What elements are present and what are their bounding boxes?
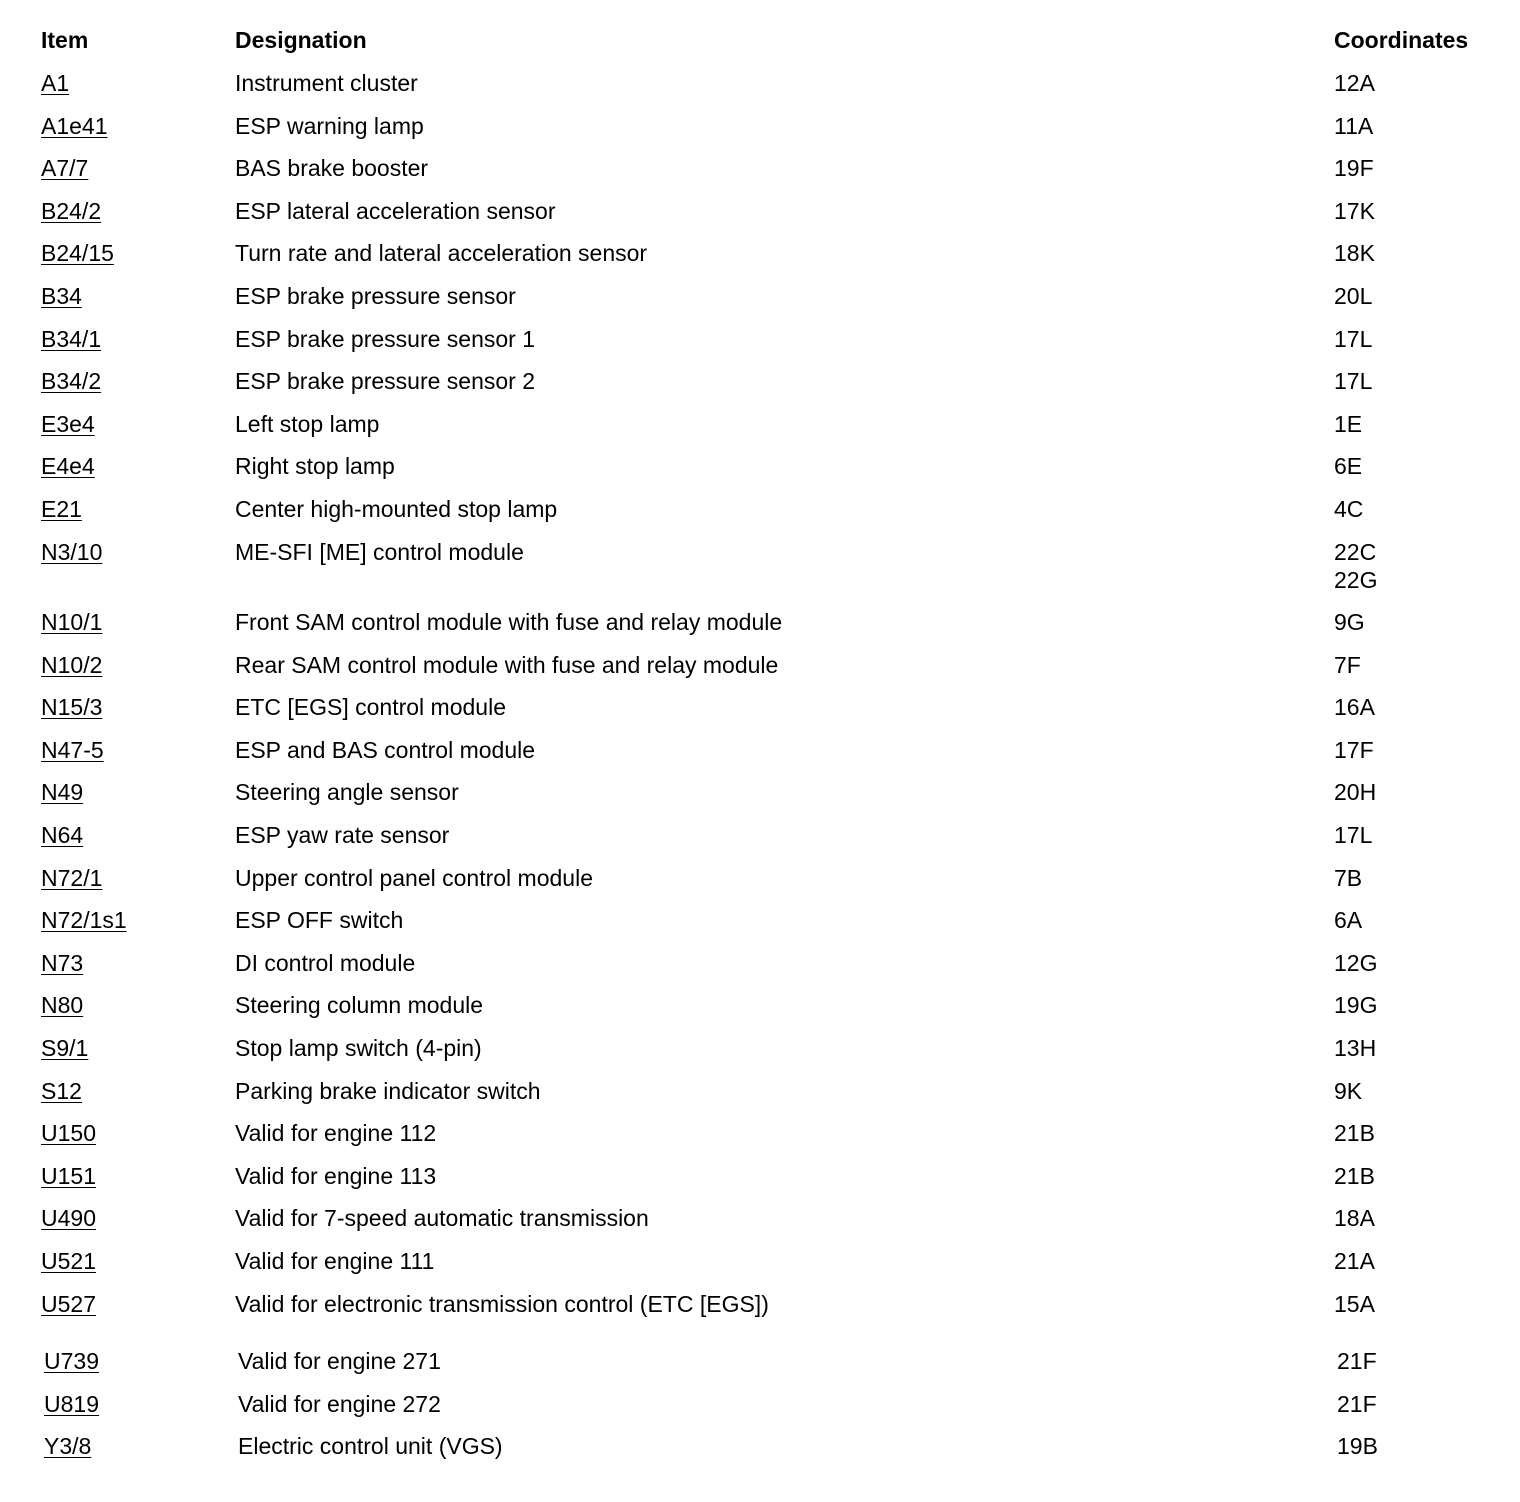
legend-table <box>0 69 1520 1475</box>
table-row <box>0 1204 1520 1247</box>
table-row <box>0 495 1520 538</box>
designation-text: Valid for engine 272 <box>238 1390 441 1417</box>
table-row <box>0 1390 1520 1433</box>
coordinates-cell <box>1334 1247 1375 1275</box>
designation-text: ETC [EGS] control module <box>235 694 506 721</box>
item-link[interactable]: U490 <box>41 1205 96 1232</box>
item-link[interactable]: U150 <box>41 1120 96 1147</box>
item-link[interactable]: S9/1 <box>41 1034 89 1061</box>
table-row <box>0 154 1520 197</box>
table-row <box>0 367 1520 410</box>
designation-text: Left stop lamp <box>235 410 380 437</box>
table-row <box>0 239 1520 282</box>
designation-text: Valid for electronic transmission control (ETC [EGS]) <box>235 1290 769 1317</box>
table-row <box>0 1247 1520 1290</box>
coordinates-cell <box>1334 197 1375 225</box>
coordinates-cell <box>1337 1432 1378 1460</box>
designation-text: ESP brake pressure sensor 2 <box>235 368 536 395</box>
coordinate-value: 22C <box>1334 538 1377 565</box>
coordinates-cell <box>1334 906 1362 934</box>
coordinate-value: 17L <box>1334 822 1373 848</box>
coordinates-cell <box>1334 282 1372 310</box>
table-row <box>0 452 1520 495</box>
designation-text: ESP OFF switch <box>235 907 404 934</box>
coordinate-value: 19B <box>1337 1433 1378 1460</box>
table-row <box>0 906 1520 949</box>
coordinates-cell <box>1334 112 1373 140</box>
item-link[interactable]: A1e41 <box>41 112 108 139</box>
item-link[interactable]: N73 <box>41 949 84 976</box>
table-row <box>0 410 1520 453</box>
item-link[interactable]: N72/1s1 <box>41 907 127 934</box>
item-link[interactable]: S12 <box>41 1077 82 1104</box>
coordinates-cell <box>1334 778 1376 806</box>
coordinate-value: 21B <box>1334 1120 1375 1147</box>
designation-text: Steering angle sensor <box>235 779 459 806</box>
coordinate-value: 19G <box>1334 992 1378 1019</box>
designation-text: Valid for engine 271 <box>238 1348 441 1375</box>
coordinate-value: 17L <box>1334 325 1373 352</box>
item-link[interactable]: A7/7 <box>41 155 89 182</box>
coordinates-cell <box>1334 1290 1375 1318</box>
item-link[interactable]: E21 <box>41 495 82 522</box>
header-designation: Designation <box>235 27 367 53</box>
designation-text: Turn rate and lateral acceleration sensor <box>235 240 648 267</box>
table-row <box>0 1347 1520 1390</box>
coordinates-cell <box>1334 410 1362 438</box>
coordinates-cell <box>1334 736 1374 764</box>
coordinates-cell <box>1337 1347 1377 1375</box>
designation-text: DI control module <box>235 949 416 976</box>
coordinate-value: 7F <box>1334 651 1361 678</box>
coordinate-value: 17F <box>1334 736 1374 763</box>
designation-text: Parking brake indicator switch <box>235 1077 541 1104</box>
table-row <box>0 1034 1520 1077</box>
item-link[interactable]: U521 <box>41 1247 96 1274</box>
coordinate-value: 16A <box>1334 694 1375 721</box>
table-row <box>0 693 1520 736</box>
table-row <box>0 112 1520 155</box>
coordinates-cell <box>1334 949 1377 977</box>
header-item: Item <box>41 27 89 53</box>
coordinates-cell <box>1334 367 1372 395</box>
designation-text: Steering column module <box>235 992 484 1019</box>
designation-text: Valid for 7-speed automatic transmission <box>235 1205 649 1232</box>
item-link[interactable]: B34 <box>41 282 82 309</box>
coordinate-value: 17L <box>1334 368 1373 395</box>
coordinate-value: 19F <box>1334 155 1374 182</box>
table-row <box>0 821 1520 864</box>
designation-text: Stop lamp switch (4-pin) <box>235 1034 482 1061</box>
table-row <box>0 538 1520 609</box>
item-link[interactable]: N10/1 <box>41 609 103 636</box>
table-row <box>0 1432 1520 1475</box>
item-link[interactable]: N47-5 <box>41 736 104 763</box>
table-row <box>0 736 1520 779</box>
table-row <box>0 608 1520 651</box>
designation-text: ESP and BAS control module <box>235 736 536 763</box>
designation-text: Electric control unit (VGS) <box>238 1433 503 1460</box>
designation-text: Valid for engine 112 <box>235 1120 437 1147</box>
item-link[interactable]: U819 <box>44 1390 99 1417</box>
item-link[interactable]: N80 <box>41 992 84 1019</box>
coordinate-value: 9K <box>1334 1077 1363 1104</box>
designation-text: Upper control panel control module <box>235 864 593 891</box>
table-row <box>0 864 1520 907</box>
coordinates-cell <box>1334 325 1372 353</box>
item-link[interactable]: N3/10 <box>41 538 103 565</box>
designation-text: BAS brake booster <box>235 155 429 182</box>
table-row <box>0 1162 1520 1205</box>
coordinate-value: 7B <box>1334 864 1363 891</box>
coordinate-value: 21B <box>1334 1162 1375 1189</box>
coordinates-cell <box>1334 991 1377 1019</box>
table-row <box>0 1290 1520 1348</box>
coordinates-cell <box>1334 154 1374 182</box>
coordinate-value: 21F <box>1337 1390 1377 1417</box>
designation-text: ESP brake pressure sensor <box>235 282 516 309</box>
coordinate-value: 1E <box>1334 410 1363 437</box>
coordinates-cell <box>1334 69 1375 97</box>
item-link[interactable]: N15/3 <box>41 694 103 721</box>
coordinates-cell <box>1334 1077 1362 1105</box>
coordinate-value: 20H <box>1334 779 1377 806</box>
table-header <box>0 27 1520 59</box>
coordinates-cell <box>1334 1034 1376 1062</box>
item-link[interactable]: E4e4 <box>41 453 95 480</box>
coordinates-cell <box>1334 864 1362 892</box>
item-link[interactable]: B24/15 <box>41 240 114 267</box>
coordinates-cell <box>1334 239 1375 267</box>
coordinate-value: 15A <box>1334 1290 1375 1317</box>
table-row <box>0 197 1520 240</box>
table-row <box>0 69 1520 112</box>
coordinates-cell <box>1334 452 1362 480</box>
designation-text: Right stop lamp <box>235 453 395 480</box>
coordinates-cell <box>1334 1204 1375 1232</box>
item-link[interactable]: B24/2 <box>41 197 102 224</box>
item-link[interactable]: N64 <box>41 822 84 848</box>
item-link[interactable]: B34/1 <box>41 325 102 352</box>
designation-text: Center high-mounted stop lamp <box>235 495 558 522</box>
designation-text: ESP brake pressure sensor 1 <box>235 325 536 352</box>
header-coordinates: Coordinates <box>1334 27 1469 53</box>
designation-text: ME-SFI [ME] control module <box>235 538 524 565</box>
table-row <box>0 991 1520 1034</box>
item-link[interactable]: U739 <box>44 1348 99 1375</box>
coordinates-cell <box>1334 821 1372 849</box>
coordinate-value: 13H <box>1334 1034 1377 1061</box>
coordinate-value: 21F <box>1337 1348 1377 1375</box>
item-link[interactable]: E3e4 <box>41 410 95 437</box>
designation-text: Instrument cluster <box>235 70 418 96</box>
coordinate-value: 20L <box>1334 282 1373 309</box>
table-row <box>0 651 1520 694</box>
coordinate-value: 11A <box>1334 112 1374 139</box>
table-row <box>0 778 1520 821</box>
coordinate-value: 6A <box>1334 907 1363 934</box>
table-row <box>0 1077 1520 1120</box>
item-link[interactable]: N49 <box>41 779 84 806</box>
table-row <box>0 949 1520 992</box>
item-link[interactable]: N72/1 <box>41 864 103 891</box>
coordinate-value: 4C <box>1334 495 1364 522</box>
coordinate-value: 18K <box>1334 240 1375 267</box>
item-link[interactable]: B34/2 <box>41 368 102 395</box>
designation-text: Valid for engine 111 <box>235 1247 435 1274</box>
item-link[interactable]: A1 <box>41 70 70 96</box>
designation-text: Valid for engine 113 <box>235 1162 437 1189</box>
coordinates-cell <box>1334 1162 1375 1190</box>
coordinate-value: 21A <box>1334 1247 1375 1274</box>
designation-text: Rear SAM control module with fuse and relay module <box>235 651 779 678</box>
table-row <box>0 325 1520 368</box>
coordinate-value: 9G <box>1334 609 1365 636</box>
coordinate-value: 22G <box>1334 566 1378 593</box>
item-link[interactable]: U151 <box>41 1162 96 1189</box>
coordinates-cell <box>1337 1390 1377 1418</box>
coordinate-value: 6E <box>1334 453 1363 480</box>
designation-text: ESP warning lamp <box>235 112 424 139</box>
item-link[interactable]: U527 <box>41 1290 96 1317</box>
item-link[interactable]: Y3/8 <box>44 1433 92 1460</box>
coordinate-value: 17K <box>1334 197 1375 224</box>
designation-text: ESP yaw rate sensor <box>235 822 450 848</box>
coordinate-value: 12A <box>1334 70 1375 96</box>
designation-text: ESP lateral acceleration sensor <box>235 197 556 224</box>
coordinates-cell <box>1334 693 1375 721</box>
designation-text: Front SAM control module with fuse and relay module <box>235 609 783 636</box>
table-row <box>0 1119 1520 1162</box>
coordinate-value: 12G <box>1334 949 1378 976</box>
coordinate-value: 18A <box>1334 1205 1375 1232</box>
coordinates-cell <box>1334 608 1365 636</box>
table-row <box>0 282 1520 325</box>
coordinates-cell <box>1334 651 1361 679</box>
item-link[interactable]: N10/2 <box>41 651 103 678</box>
coordinates-cell <box>1334 538 1377 594</box>
coordinates-cell <box>1334 1119 1375 1147</box>
coordinates-cell <box>1334 495 1363 523</box>
